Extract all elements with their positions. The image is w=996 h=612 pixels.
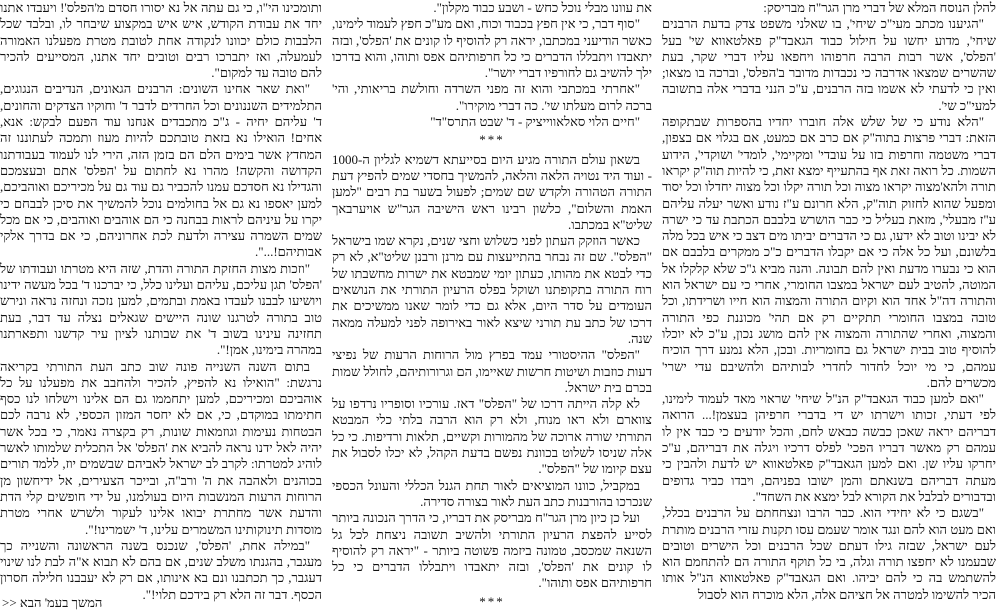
paragraph: "ואם למען כבוד הגאבד"ק הנ"ל שיחי' שראוי מאד לעמוד לימינו, לפי דעתי, זכותו וישרתו יש די בדברי חרפיהן בעצמן!... הרואה דבריהם יראה שאכן כבשה כבאש לחם, והכל יודעים כי כבד אין לו עמהם רק מאשר דבריו הפכי' לפלס דרכיו ויגלה את דבריהם, ע"כ יחרקו עליו שן. ואם למען הגאבד"ק פאלטאווא יש לדעת ולהבין כי מעתה דבריהם בשנאתם והמן ישובו בפניהם, ויבדו כביר גדופים ובדבורים לבלבל את הקורא לבל ימצא את השחד".	[662, 391, 996, 504]
signature-line: "חיים הלוי סאלאווייציק - ד' שבט התרס"ד"	[430, 114, 640, 130]
column-left	[0, 0, 322, 612]
paragraph: "סוף דבר, כי אין חפץ בכבוד וכוח, ואם מע"כ חפץ לעמוד לימינו, כאשר הודיעני במכתבו, יראה רק להוסיף לו קונים את 'הפלס', ובזה יתאבדו ויתבללו הדברים כי כל חרפותיהם אפס ותוהו, והוא בדרכו ילך להשיב גם לחורפיו דברי יושר".	[332, 16, 652, 81]
paragraph: "בשגם כי לא יחידי הוא. כבר הרבו ונצחחתם על הרבנים בכלל, ואם מעט הוא להם ונגד אומר שעמם עסו תקנות עזרי הרבנים מותרת לעם ישראל, שבזה גילו דעתם שכל הרבנים וכל הישרים וטובים שבעמנו לא יחפצו תורה וגלה, בי כל תוקף התורה הם להתחמם הוא להשתמש בה כי להם יביהו. ואם הגאבד"ק פאלטאווא הנ"ל אותו הכיר להשימו למטרה אל חציהם אלה, הלא מוכרח הוא לסבול	[662, 505, 996, 602]
paragraph: "ואת שאר אחינו השונים: הרבנים הגאונים, הנדיבים הנגוגים, התלמידים השננונים וכל החרדים לדבר ד' וחוקיו הצדקים והחונים, ד' עליהם יחיה - ג"כ מתכבדים אנחנו עוד הפעם לבקש: אנא, אחים! הואילו נא בזאת טובתכם להיות מעוז ותמכה לעתוננו זה המחדץ אשר בימים הלם הם בזמן הזה, הירי לנו לעמוד בעבודתנו הקדושה והקשה! מהרו נא לחתום על 'הפלס' אתם ובעצמכם והגדילו נא חסדכם עמנו להכביר גם עוד גם על מכיריכם ואוהביכם, למען יאספו נא גם אל בחולמים נוכל להמשיך את סיכן לבבחם כי יקרו על עיניהם לראות בבחנה כי הם אוהבים ואוהבים, כי אם מכל שמים השמרה עצירה ולדעת לכת אחרוניהם, כי אם בדרך אלקי אבותיהם!...".	[0, 81, 322, 260]
paragraph: "הלא נודע כי של שלש אלה חוברו יחדיו בהספרות שבתקופה הזאת: דברי פרצות בתוה"ק אם כרב אם כמעט, אם בגלוי אם בצפון, דברי משטמה וחרפות בזו על עובדי' ומקיימי', לומדי' ושוקדי', הידוע השמות. כל רואה זאת אף בהתעייף ימצא זאת, כי להיות תוה"ק יקראו תורה ולהא'מצוה יקראו מצוה וכל תורה יקלו וכל מצוה יחדלו וכל יסוד ומפעל שהוא לחזוק תוה"ק, הלא חרונם ע"ז נודע ואשר יעלה עליהם ע"ז מבעלי', מזאת בעליל כי כבר הושרש בלבבם הכתבת עד כי ישרה לא יבינו וטוב לא ידעו, גם כי הדברים יביתו מים דצב כי איש בכל מלה בלשונם, ועל כל אלה כי אם יקבלו הדברים כ"כ ממקרים בלבבם אם הוא כי נבערו מדעת ואין להם תבונה. והנה מביא ג"כ שלא קלקלו אל המוטה, להטיב לעם ישראל במצבו החומרי, אחרי כי עם ישראל הוא והתורה דה"ל אחד הוא וקיום התורה והמצוה הוא חייו ושרידתו, וכל טובה במצבו החומרי תתקיים רק אם תהי' מכוננת כפי התורה והמצוה, ואחרי שהתורה והמצוה אין להם מושג נכון, ע"כ לא יוכלו להוסיף טוב בבית ישראל גם בחומריות. ובכן, הלא נמנע דרך הוכיח עמהם, כי מי יוכל לחדור לחדרי לבותיהם ולהשיבם עדי ישרי' מכשרים להם.	[662, 114, 996, 390]
paragraph: "אחרתי במכתבי והוא זה מפני השרדה וחולשת בריאותי, והי' ברכה לרום מעלתו שי'. כה דברי מוקירו".	[332, 81, 652, 113]
paragraph: "במילה אחת, 'הפלס', שנכנס בשנה הראשונה והשנייה כך מעגבר, בהגנתו משלב שנים, אם בהם לא תבוא א"ה לבת לנו שינוי דעגבר, כך תכתבנו ונם בא אינותו, אם רק לא יעבבנו חלילה חסרון הכסף. דבר זה הלא רק בידכם תלוי!".	[0, 537, 322, 602]
section-separator: ***	[479, 132, 505, 148]
paragraph: ותומכינו הי"ו, כי גם עתה אל נא יסורו חסדם מ'הפלס'! ויעבדו אתנו יחד את עבודת הקודש, איש איש במקצוע שיבחר לו, ובלבד שכל הלבבות כולם יכוונו לנקודה אחת לטובת מטרת מפעלנו האמורה לעמעלה, ואז יתברכו רבים וטובים יחד אתנו, המסייעים להכיר להם טובה עד למקום".	[0, 0, 322, 81]
paragraph: את עוונו מבלי נוכל כחש - ושבע כבוד מקלון".	[433, 0, 652, 15]
paragraph: כאשר הוזקק העתון לפני כשלוש וחצי שנים, נקרא שמו בישראל "הפלס". שם זה נבחר בהתייעצות עם מרנן ורבנן שליט"א, לא רק כדי לבטא את מהותו, כעתון יומי שמבטא את ישרות מחשבתו של רוח התורה בתקופתנו ושוקל בפלס הרעיון התורתי את הנושאים העומדים על סדר היום, אלא גם כדי לומר שאנו ממשיכים את דרכו של כתב עת תורני שיצא לאור באירופה לפני למעלה ממאה שנה.	[332, 233, 652, 346]
column-middle	[332, 0, 652, 612]
paragraph: לא קלה הייתה דרכו של "הפלס" דאז. עורכיו וסופריו נרדפו על צווארם ולא ראו מנוח, ולא רק הוא הרבה בלתי כלי המבטא התורתי שורה ארוכה של מהמורות וקשיים, תלאות ורדיפות. כי כל אלה שניסו לשלוט בכוונת נפשם בדעת הקהל, לא יכלו לסבול את עצם קיומו של "הפלס".	[332, 396, 652, 477]
paragraph: "וזכות מצות החזקת התורה והדת, שזה היא מטרתו ועבודתו של 'הפלס' תגן עליכם, עליהם ועלינו כלל, כי יברכנו ד' בכל מעשה ידינו ויושיעו לבבנו לעבדו באמת ובתמים, למען נזכה ונחזה נראה ונירש טוב בתורה לטרגנו שונה היישים שגאלים נצלה עד דבר, בעת תחזינה עינינו בשוב ד' את שבותנו לציון עיר קדשנו ותפארתנו במהרה בימינו, אמן!".	[0, 260, 322, 358]
paragraph: בשאון עולם התורה מגיע היום בסייעתא דשמיא לגליון ה-1000 - ועוד היד נטויה הלאה והלאה, להמשיך בחסדי שמים להפיץ דעת התורה הטהורה ולקדש שם שמים; לפעול בשער בת רבים "למען האמת והשלום", כלשון רבינו ראש הישיבה הגר"ש אויערבאך שליט"א במכתבו.	[332, 151, 652, 232]
continued-next-page-note: >> המשך בעמ' הבא	[0, 595, 108, 611]
section-separator: ***	[479, 593, 505, 609]
paragraph: ועל כן כיון מרן הגר"ח מבריסק את דבריו, כי הדרך הנכונה ביותר לסייע להפצת הרעיון התורתי ולהשיב תשובה ניצחת לכל גל השנאה שמכסב, טמונה ביזמה פשוטה ביותר - "יראה רק להוסיף לו קונים את 'הפלס', ובזה יתאבדו ויתבללו הדברים כי כל חרפותיהם אפס ותוהו".	[332, 510, 652, 591]
paragraph: "הפלס" ההיסטורי עמד בפרץ מול הרוחות הרעות של נפיצי דעות כוזבות ושיטות חרשות שאיימו, הם וגרורותיהם, לחולל שמות בכרם בית ישראל.	[332, 347, 652, 395]
intro-line: להלן הנוסח המלא של דברי מרן הגר"ח מבריסק:	[763, 0, 996, 15]
paragraph: במקביל, כוונו המוציאים לאור תחת הגנל הכללי והעונל הכספי שנכרכו בהורבנות כתב העת לאור בצורה סדירה.	[332, 477, 652, 509]
paragraph: בתום השנה השנייה פונה שוב כתב העת התורתי בקריאה נרגשת: "הואילו נא להפיץ, להכיר ולהחבב את מפעלנו על כל אוהביכם ומכיריכם, למען יתחממו גם הם אלינו וישלחו לנו כסף חתימתו במוקדם, כי, אם לא יחסר המזון הכספי, לא נרבה לכם הבטחות נעימות וגוזמאות שונות, רק בקצרה נאמר, כי בכל אשר יהיה לאל ידנו נראה להביא את 'הפלס' אל התכלית שלמותו לאשר לוהיג למטרתו: לקרב לב ישראל לאביהם שבשמים יוז, ללמד תורים בכוהנים ולאהבה את ה' ורב"ה, ובייכר הצעירים, אל ידיחשון מן הרוחות הרעות המנשבות היום בעולמנו, על ידי חופשים קלי הדת והדעת אשר מחתרת יבואו אלינו לעקור ולשרש אחרי מטרת מוסדות תינוקותינו המשמרים עלינו, ד' ישמרינו!".	[0, 358, 322, 537]
column-right	[662, 0, 996, 612]
paragraph: "הגיענו מכתב מעי"כ שיחי', בו שאלני משפט צדק בדעת הרבנים שיחי', מדוע יחשו על חילול כבוד הגאבד"ק פאלטאווא שי' בעל 'הפלס', אשר רבות הרבה חרפוהו ויחפאו עליו דברי שקר, בעת שהשרים שמצאו אדרבה כי נכבדות מדובר ב'הפלס', וברכה בו מצאו; ואין כי לדעתי לא אשמו בזה הרבנים, ע"כ הנני בדברי אלה בתשובה למעי"כ שי'.	[662, 16, 996, 113]
